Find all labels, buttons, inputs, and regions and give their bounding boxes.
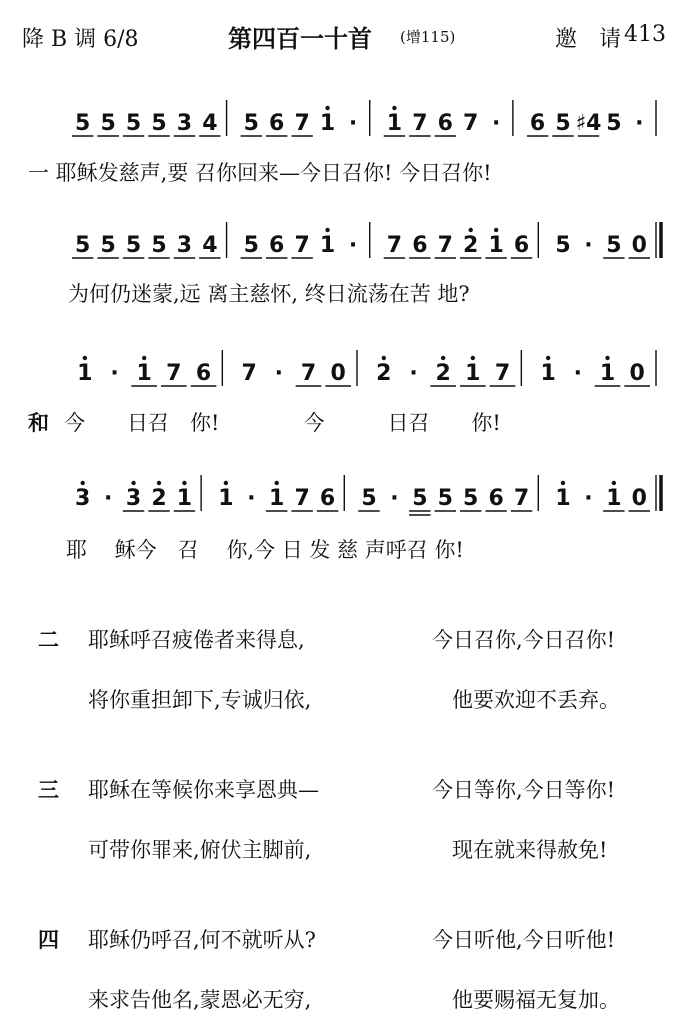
lyrics-line-1: 一 耶稣发慈声,要 召你回来—今日召你! 今日召你! bbox=[28, 161, 492, 185]
verse-3-line-2a: 可带你罪来,俯伏主脚前, bbox=[88, 838, 312, 862]
high-octave-dot bbox=[612, 481, 616, 485]
dot-extension: · bbox=[390, 486, 399, 511]
note: 2 bbox=[435, 361, 451, 386]
note: 6 bbox=[269, 111, 285, 136]
high-octave-dot bbox=[83, 356, 87, 360]
note: 7 bbox=[241, 361, 257, 386]
lyrics-line-2: 为何仍迷蒙,远 离主慈怀, 终日流荡在苦 地? bbox=[68, 282, 470, 306]
note: 7 bbox=[494, 361, 511, 386]
note: 2 bbox=[463, 233, 479, 258]
note: 1 bbox=[386, 111, 403, 136]
note: 1 bbox=[136, 361, 152, 386]
high-octave-dot bbox=[561, 481, 565, 485]
high-octave-dot bbox=[471, 356, 475, 360]
high-octave-dot bbox=[441, 356, 445, 360]
dot-extension: · bbox=[110, 361, 119, 386]
note: 6 bbox=[195, 361, 212, 386]
high-octave-dot bbox=[224, 481, 228, 485]
dot-extension: · bbox=[635, 111, 644, 136]
high-octave-dot bbox=[325, 228, 329, 232]
note: 1 bbox=[555, 486, 571, 511]
high-octave-dot bbox=[157, 481, 161, 485]
verse-3-line-2b: 现在就来得赦免! bbox=[452, 838, 608, 862]
note: ♯4 bbox=[575, 111, 602, 136]
verse-4-line-2b: 他要赐福无复加。 bbox=[452, 988, 620, 1012]
note: 5 bbox=[125, 233, 142, 258]
note: 3 bbox=[176, 111, 193, 136]
note: 0 bbox=[631, 233, 647, 258]
note: 6 bbox=[529, 111, 546, 136]
note: 7 bbox=[437, 233, 453, 258]
high-octave-dot bbox=[494, 228, 498, 232]
verse-4-number: 四 bbox=[38, 927, 59, 952]
note: 7 bbox=[386, 233, 403, 258]
note: 0 bbox=[330, 361, 346, 386]
high-octave-dot bbox=[382, 356, 386, 360]
note: 5 bbox=[75, 233, 91, 258]
note: 6 bbox=[412, 233, 428, 258]
note: 1 bbox=[540, 361, 556, 386]
note: 6 bbox=[488, 486, 504, 511]
note: 3 bbox=[125, 486, 142, 511]
high-octave-dot bbox=[142, 356, 146, 360]
note: 5 bbox=[361, 486, 377, 511]
high-octave-dot bbox=[605, 356, 609, 360]
note: 1 bbox=[218, 486, 234, 511]
note: 1 bbox=[599, 361, 616, 386]
note: 5 bbox=[125, 111, 142, 136]
note: 6 bbox=[319, 486, 336, 511]
verse-2-line-1a: 耶稣呼召疲倦者来得息, bbox=[88, 628, 305, 652]
note: 5 bbox=[151, 111, 167, 136]
note: 5 bbox=[437, 486, 453, 511]
note: 7 bbox=[513, 486, 530, 511]
verse-3-line-1b: 今日等你,今日等你! bbox=[432, 778, 616, 802]
refrain-label: 和 bbox=[28, 410, 49, 435]
dot-extension: · bbox=[348, 233, 358, 258]
dot-extension: · bbox=[103, 486, 113, 511]
note: 5 bbox=[100, 233, 116, 258]
dot-extension: · bbox=[274, 361, 284, 386]
note: 1 bbox=[488, 233, 504, 258]
note: 5 bbox=[606, 233, 622, 258]
note: 5 bbox=[555, 233, 571, 258]
high-octave-dot bbox=[81, 481, 85, 485]
high-octave-dot bbox=[325, 106, 329, 110]
verse-2-line-2b: 他要欢迎不丢弃。 bbox=[452, 688, 620, 712]
note: 5 bbox=[151, 233, 167, 258]
key-signature: 降 B 调 6/8 bbox=[22, 27, 139, 52]
note: 4 bbox=[202, 233, 218, 258]
note: 4 bbox=[202, 111, 218, 136]
dot-extension: · bbox=[348, 111, 358, 136]
note: 5 bbox=[555, 111, 571, 136]
note: 7 bbox=[294, 486, 310, 511]
note: 7 bbox=[463, 111, 479, 136]
note: 7 bbox=[294, 233, 310, 258]
note: 5 bbox=[243, 111, 259, 136]
high-octave-dot bbox=[546, 356, 550, 360]
note: 0 bbox=[629, 361, 645, 386]
note: 6 bbox=[513, 233, 530, 258]
note: 3 bbox=[176, 233, 193, 258]
dot-extension: · bbox=[584, 233, 593, 258]
dot-extension: · bbox=[491, 111, 501, 136]
verse-3-line-1a: 耶稣在等候你来享恩典— bbox=[88, 778, 319, 802]
note: 5 bbox=[243, 233, 259, 258]
verse-3-number: 三 bbox=[38, 777, 59, 802]
lyrics-line-4: 耶 稣今 召 你,今 日 发 慈 声呼召 你! bbox=[66, 538, 464, 562]
verse-2-line-1b: 今日召你,今日召你! bbox=[432, 628, 616, 652]
note: 2 bbox=[376, 361, 392, 386]
hymn-title: 第四百一十首 bbox=[228, 24, 372, 53]
verse-4-line-1b: 今日听他,今日听他! bbox=[432, 928, 616, 952]
high-octave-dot bbox=[469, 228, 473, 232]
note: 7 bbox=[300, 361, 317, 386]
note: 7 bbox=[412, 111, 428, 136]
note: 1 bbox=[269, 486, 285, 511]
note: 5 bbox=[412, 486, 428, 511]
dot-extension: · bbox=[247, 486, 256, 511]
note: 1 bbox=[319, 233, 336, 258]
note: 1 bbox=[319, 111, 336, 136]
high-octave-dot bbox=[275, 481, 279, 485]
hymn-category: 邀 请 bbox=[555, 27, 622, 52]
high-octave-dot bbox=[182, 481, 186, 485]
note: 5 bbox=[606, 111, 622, 136]
hymn-subtitle: (增115) bbox=[400, 28, 456, 46]
dot-extension: · bbox=[409, 361, 418, 386]
note: 1 bbox=[77, 361, 93, 386]
hymn-number: 413 bbox=[624, 22, 666, 47]
verse-2-number: 二 bbox=[38, 627, 59, 652]
note: 7 bbox=[294, 111, 310, 136]
note: 6 bbox=[269, 233, 285, 258]
verse-4-line-1a: 耶稣仍呼召,何不就听从? bbox=[88, 928, 316, 952]
note: 1 bbox=[606, 486, 622, 511]
note: 2 bbox=[151, 486, 167, 511]
verse-4-line-2a: 来求告他名,蒙恩必无穷, bbox=[88, 988, 312, 1012]
note: 1 bbox=[465, 361, 481, 386]
dot-extension: · bbox=[573, 361, 583, 386]
note: 5 bbox=[463, 486, 479, 511]
note: 0 bbox=[631, 486, 647, 511]
high-octave-dot bbox=[392, 106, 396, 110]
verse-2-line-2a: 将你重担卸下,专诚归依, bbox=[88, 688, 312, 712]
note: 6 bbox=[437, 111, 453, 136]
note: 3 bbox=[75, 486, 91, 511]
note: 1 bbox=[176, 486, 193, 511]
note: 7 bbox=[166, 361, 182, 386]
note: 5 bbox=[100, 111, 116, 136]
high-octave-dot bbox=[131, 481, 135, 485]
lyrics-line-3: 今 日召 你! 今 日召 你! bbox=[64, 411, 501, 435]
note: 5 bbox=[75, 111, 91, 136]
dot-extension: · bbox=[584, 486, 593, 511]
